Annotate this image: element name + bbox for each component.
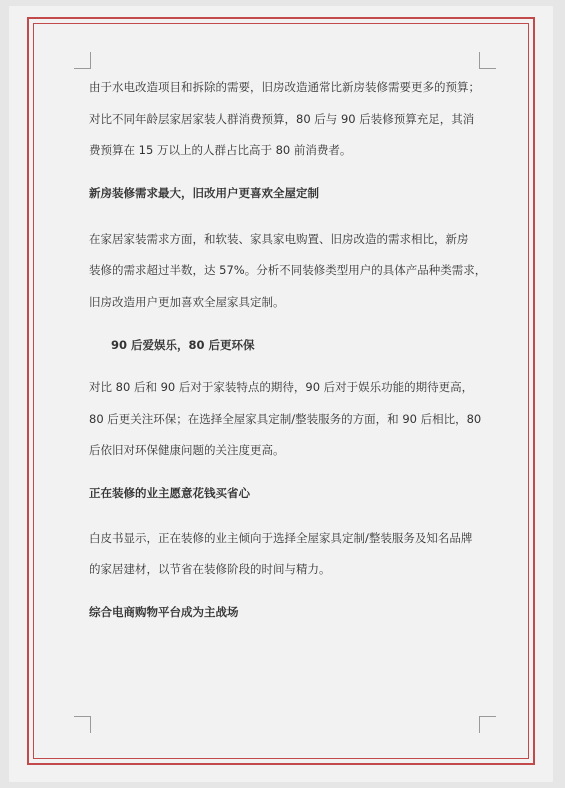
- text-line: 对比 80 后和 90 后对于家装特点的期待，90 后对于娱乐功能的期待更高，: [89, 380, 474, 394]
- margin-corner-bottom-right: [479, 716, 496, 733]
- paragraph: [89, 523, 494, 586]
- paragraph: [89, 72, 494, 167]
- text-line: 后依旧对环保健康问题的关注度更高。: [89, 443, 285, 457]
- margin-corner-top-left: [74, 52, 91, 69]
- section-heading: 90 后爱娱乐，80 后更环保: [111, 338, 255, 352]
- text-line: 在家居家装需求方面，和软装、家具家电购置、旧房改造的需求相比，新房: [89, 231, 469, 246]
- text-line: 白皮书显示，正在装修的业主倾向于选择全屋家具定制/整装服务及知名品牌: [89, 530, 473, 545]
- paragraph: [89, 224, 494, 319]
- document-page: [9, 6, 553, 782]
- margin-corner-top-right: [479, 52, 496, 69]
- text-line: 旧房改造用户更加喜欢全屋家具定制。: [89, 294, 285, 309]
- text-line: 由于水电改造项目和拆除的需要，旧房改造通常比新房装修需要更多的预算；: [89, 80, 480, 94]
- section-heading: 正在装修的业主愿意花钱买省心: [89, 485, 250, 500]
- text-line: 对比不同年龄层家居家装人群消费预算，80 后与 90 后装修预算充足，其消: [89, 111, 475, 126]
- margin-corner-bottom-left: [74, 716, 91, 733]
- document-body: [89, 72, 494, 620]
- section-heading: 新房装修需求最大，旧改用户更喜欢全屋定制: [89, 185, 319, 200]
- section-heading: 综合电商购物平台成为主战场: [89, 604, 239, 619]
- text-line: 装修的需求超过半数，达 57%。分析不同装修类型用户的具体产品种类需求，: [89, 263, 487, 277]
- text-line: 80 后更关注环保；在选择全屋家具定制/整装服务的方面，和 90 后相比，80: [89, 411, 482, 426]
- text-line: 费预算在 15 万以上的人群占比高于 80 前消费者。: [89, 143, 352, 157]
- paragraph: [89, 372, 494, 467]
- text-line: 的家居建材，以节省在装修阶段的时间与精力。: [89, 562, 331, 576]
